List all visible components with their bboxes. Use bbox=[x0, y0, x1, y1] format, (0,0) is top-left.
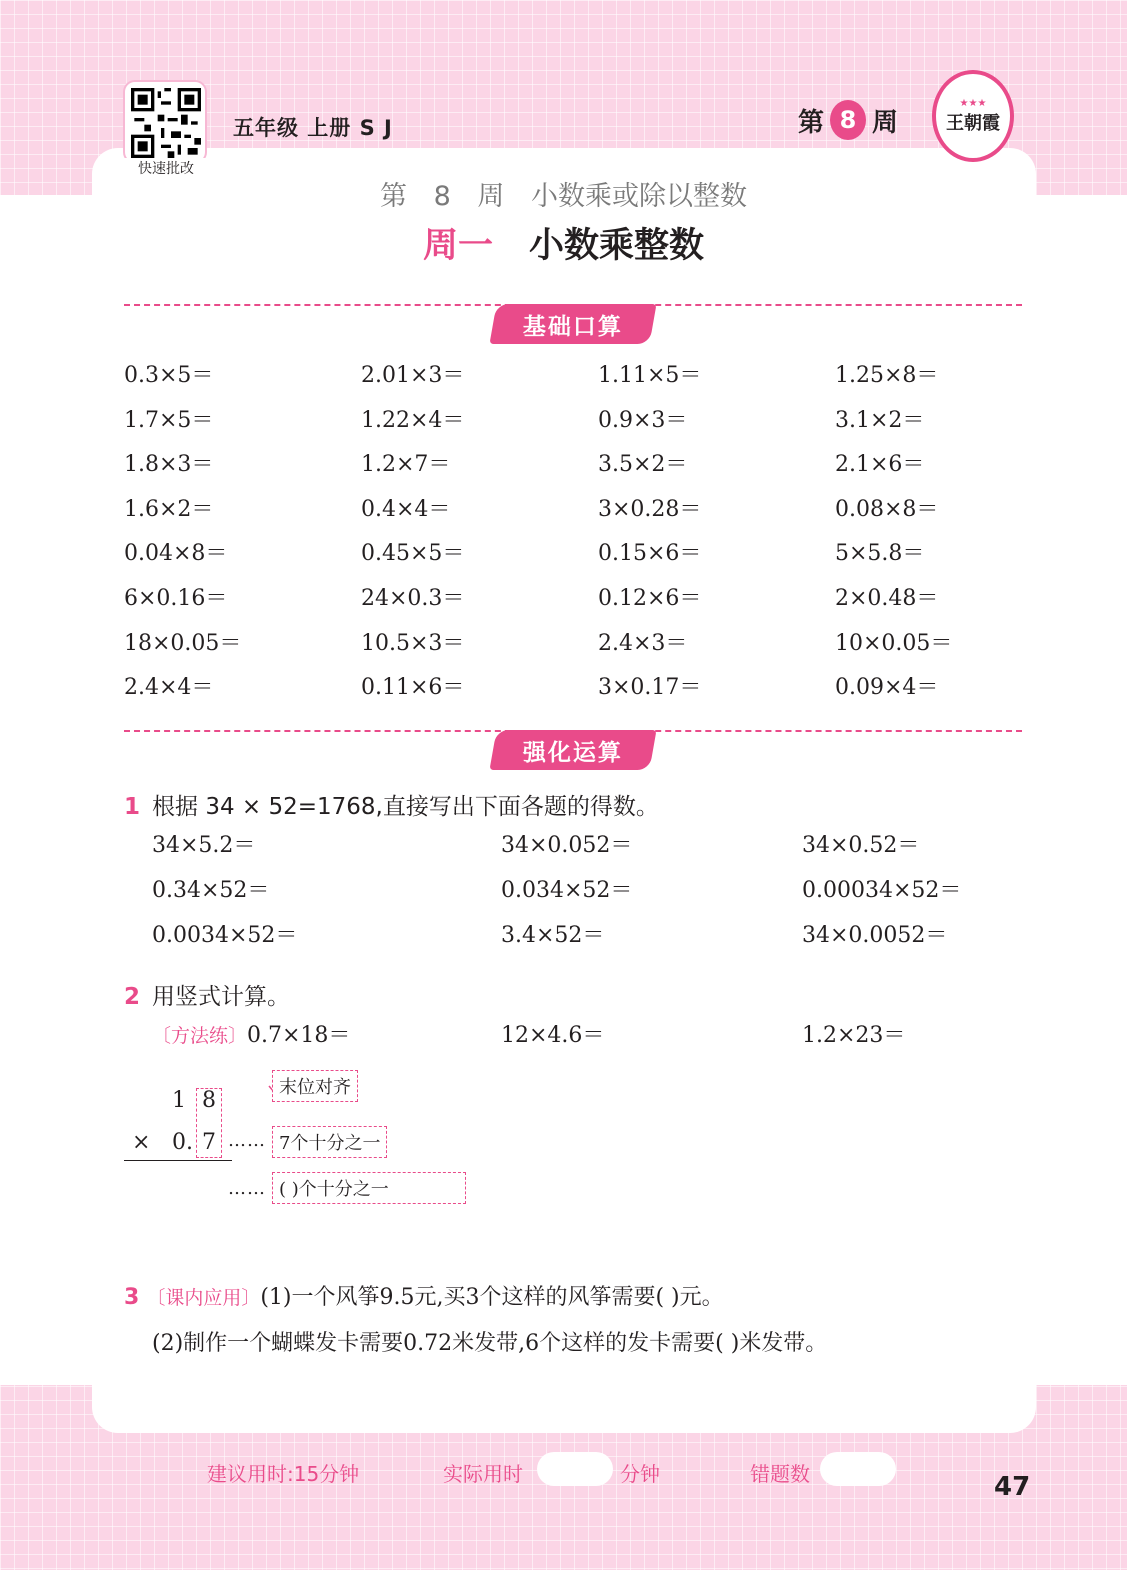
basic-calc-grid bbox=[124, 357, 1024, 714]
note-align: 末位对齐 bbox=[272, 1070, 358, 1102]
note-tenths: 7个十分之一 bbox=[272, 1126, 387, 1158]
calc-item: 34×0.052＝ bbox=[501, 833, 633, 858]
minutes-label: 分钟 bbox=[620, 1462, 660, 1486]
calc-item: 5×5.8＝ bbox=[835, 541, 925, 567]
calc-item: 0.15×6＝ bbox=[598, 541, 702, 567]
suggested-time: 建议用时:15分钟 bbox=[207, 1462, 360, 1486]
question-text: 用竖式计算。 bbox=[152, 984, 291, 1010]
brand-logo bbox=[932, 70, 1014, 162]
calc-item: 3.4×52＝ bbox=[501, 923, 605, 948]
question-1 bbox=[124, 788, 659, 821]
calc-item: 1.2×7＝ bbox=[361, 452, 451, 478]
calc-item: 2.01×3＝ bbox=[361, 363, 465, 388]
calc-item: 1.11×5＝ bbox=[598, 363, 702, 388]
topic-label: 小数乘整数 bbox=[529, 226, 705, 266]
calc-item: 34×0.52＝ bbox=[802, 833, 920, 858]
calc-line bbox=[124, 1160, 232, 1161]
calc-item: 0.04×8＝ bbox=[124, 541, 228, 567]
week-number: 8 bbox=[830, 100, 866, 140]
calc-item: 0.45×5＝ bbox=[361, 541, 465, 567]
calc-item: 3×0.28＝ bbox=[598, 496, 702, 522]
calc-item: 6×0.16＝ bbox=[124, 585, 228, 611]
page-title bbox=[0, 218, 1127, 268]
calc-item: 0.3×5＝ bbox=[124, 363, 214, 388]
calc-item: 0.4×4＝ bbox=[361, 496, 451, 522]
calc-item: 1.25×8＝ bbox=[835, 363, 939, 388]
question-number: 2 bbox=[124, 984, 141, 1010]
question-number: 3 bbox=[124, 1285, 140, 1310]
qr-icon bbox=[131, 88, 201, 158]
question-3-line-2: (2)制作一个蝴蝶发卡需要0.72米发带,6个这样的发卡需要( )米发带。 bbox=[152, 1331, 828, 1356]
question-2 bbox=[124, 978, 290, 1011]
calc-item: 18×0.05＝ bbox=[124, 630, 242, 656]
qr-code[interactable] bbox=[123, 80, 207, 164]
calc-item: 2.1×6＝ bbox=[835, 452, 925, 478]
calc-item: 0.09×4＝ bbox=[835, 675, 939, 701]
calc-item: 10.5×3＝ bbox=[361, 630, 465, 656]
calc-item: 0.34×52＝ bbox=[152, 878, 270, 903]
grade-label: 五年级 上册 S J bbox=[233, 116, 393, 140]
dots: …… bbox=[228, 1130, 266, 1151]
calc-item: 34×0.0052＝ bbox=[802, 923, 948, 948]
calc-item: 12×4.6＝ bbox=[501, 1023, 605, 1048]
star-icon: ★★★ bbox=[959, 97, 987, 109]
question-3-line-1: 3 〔课内应用〕(1)一个风筝9.5元,买3个这样的风筝需要( )元。 bbox=[124, 1285, 724, 1310]
errors-input[interactable] bbox=[820, 1452, 896, 1486]
calc-item: 2.4×3＝ bbox=[598, 630, 688, 656]
qr-label: 快速批改 bbox=[118, 158, 214, 178]
calc-item: 3×0.17＝ bbox=[598, 675, 702, 701]
method-tag: 〔方法练〕 bbox=[152, 1025, 248, 1047]
question-text: 根据 34 × 52=1768,直接写出下面各题的得数。 bbox=[152, 794, 659, 820]
week-subtitle: 第 8 周 小数乘或除以整数 bbox=[380, 181, 747, 212]
calc-item: 〔方法练〕0.7×18＝ bbox=[152, 1023, 351, 1048]
week-badge bbox=[798, 100, 898, 140]
actual-time-input[interactable] bbox=[537, 1452, 613, 1486]
application-tag: 〔课内应用〕 bbox=[146, 1287, 261, 1309]
calc-item: 0.12×6＝ bbox=[598, 585, 702, 611]
digit: 8 bbox=[202, 1088, 216, 1113]
digit: 7 bbox=[202, 1130, 216, 1155]
logo-text: 王朝霞 bbox=[946, 112, 1000, 134]
calc-item: 3.5×2＝ bbox=[598, 452, 688, 478]
week-suffix: 周 bbox=[872, 107, 899, 138]
note-blank: ( )个十分之一 bbox=[272, 1172, 466, 1204]
calc-item: 2×0.48＝ bbox=[835, 585, 939, 611]
day-label: 周一 bbox=[422, 226, 493, 266]
calc-item: 3.1×2＝ bbox=[835, 407, 925, 433]
q2-calc-row bbox=[152, 1018, 1012, 1063]
calc-item: 2.4×4＝ bbox=[124, 675, 214, 701]
actual-time-label: 实际用时 bbox=[443, 1462, 523, 1486]
section-tag-basic: 基础口算 bbox=[489, 304, 656, 344]
footer bbox=[0, 1452, 1127, 1492]
vertical-calculation bbox=[124, 1070, 484, 1220]
calc-item: 0.11×6＝ bbox=[361, 675, 465, 701]
calc-item: 1.6×2＝ bbox=[124, 496, 214, 522]
calc-item: 1.8×3＝ bbox=[124, 452, 214, 478]
question-number: 1 bbox=[124, 794, 141, 820]
digit: 1 bbox=[172, 1088, 186, 1113]
calc-item: 0.00034×52＝ bbox=[802, 878, 962, 903]
calc-item: 1.2×23＝ bbox=[802, 1023, 906, 1048]
dots: …… bbox=[228, 1178, 266, 1199]
page-number: 47 bbox=[994, 1472, 1031, 1502]
calc-item: 0.0034×52＝ bbox=[152, 923, 298, 948]
digit: 0. bbox=[172, 1130, 193, 1155]
q1-calc-grid bbox=[152, 828, 1012, 963]
multiply-sign: × bbox=[132, 1130, 151, 1155]
calc-item: 0.034×52＝ bbox=[501, 878, 633, 903]
calc-item: 1.22×4＝ bbox=[361, 407, 465, 433]
calc-item: 24×0.3＝ bbox=[361, 585, 465, 611]
calc-item: 0.9×3＝ bbox=[598, 407, 688, 433]
calc-item: 1.7×5＝ bbox=[124, 407, 214, 433]
section-tag-intensive: 强化运算 bbox=[489, 730, 656, 770]
errors-label: 错题数 bbox=[750, 1462, 810, 1486]
week-prefix: 第 bbox=[798, 107, 825, 138]
calc-item: 0.08×8＝ bbox=[835, 496, 939, 522]
calc-item: 10×0.05＝ bbox=[835, 630, 953, 656]
calc-item: 34×5.2＝ bbox=[152, 833, 256, 858]
